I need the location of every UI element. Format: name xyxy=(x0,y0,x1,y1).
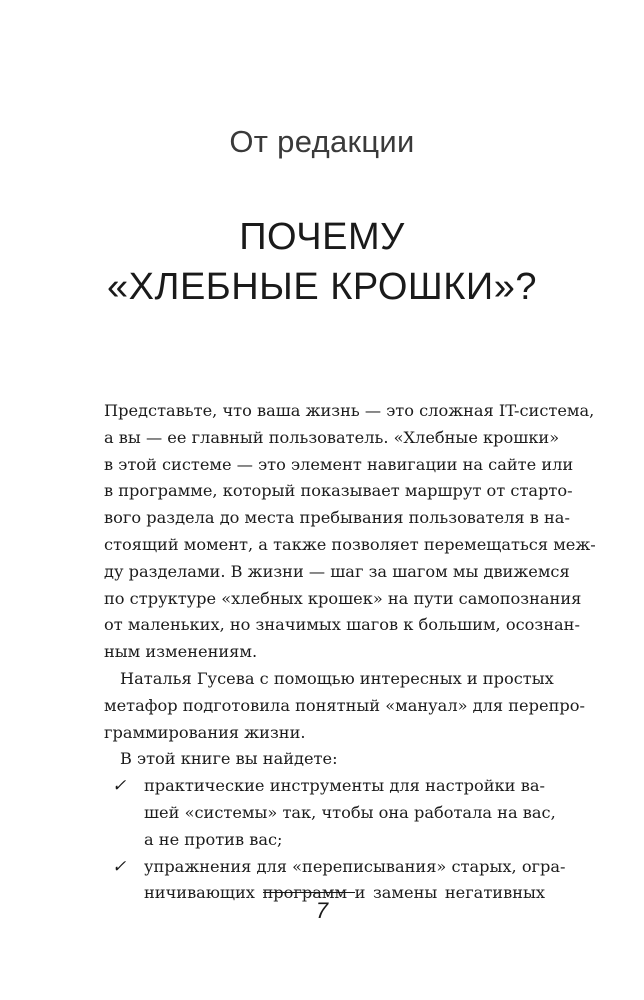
text-line: В этой книге вы найдете: xyxy=(120,749,338,769)
bullet-item xyxy=(104,854,566,881)
text-line: в этой системе — это элемент навигации на сайте или xyxy=(104,454,574,474)
checkmark-icon: ✓ xyxy=(112,856,127,877)
bullet-item xyxy=(104,773,545,800)
text-line: упражнения для «переписывания» старых, огра- xyxy=(144,856,566,876)
text-line: а вы — ее главный пользователь. «Хлебные крошки» xyxy=(104,427,560,447)
body-text xyxy=(104,398,596,907)
chapter-title-line: ПОЧЕМУ xyxy=(239,216,405,258)
text-line: практические инструменты для настройки ва- xyxy=(144,776,545,796)
chapter-title xyxy=(0,212,644,312)
text-line: ду разделами. В жизни — шаг за шагом мы движемся xyxy=(104,561,570,581)
text-line: метафор подготовила понятный «мануал» для перепро- xyxy=(104,695,585,715)
section-label: От редакции xyxy=(229,124,415,159)
text-line: Наталья Гусева с помощью интересных и простых xyxy=(120,668,554,688)
text-line: граммирования жизни. xyxy=(104,722,306,742)
text-line: по структуре «хлебных крошек» на пути самопознания xyxy=(104,588,582,608)
text-line: ничивающих программ и замены негативных xyxy=(144,883,545,903)
text-line: от маленьких, но значимых шагов к большим, осознан- xyxy=(104,615,580,635)
page-number: 7 xyxy=(315,898,329,923)
chapter-title-line: «ХЛЕБНЫЕ КРОШКИ»? xyxy=(107,266,537,308)
text-line: шей «системы» так, чтобы она работала на вас, xyxy=(144,802,556,822)
text-line: а не против вас; xyxy=(144,829,283,849)
text-line: стоящий момент, а также позволяет перемещаться меж- xyxy=(104,534,596,554)
checkmark-icon: ✓ xyxy=(112,776,127,797)
footer-rule xyxy=(263,892,355,893)
text-line: ным изменениям. xyxy=(104,642,258,662)
text-line: в программе, который показывает маршрут от старто- xyxy=(104,481,573,501)
text-line: вого раздела до места пребывания пользователя в на- xyxy=(104,508,570,528)
text-line: Представьте, что ваша жизнь — это сложная IT-система, xyxy=(104,401,595,420)
